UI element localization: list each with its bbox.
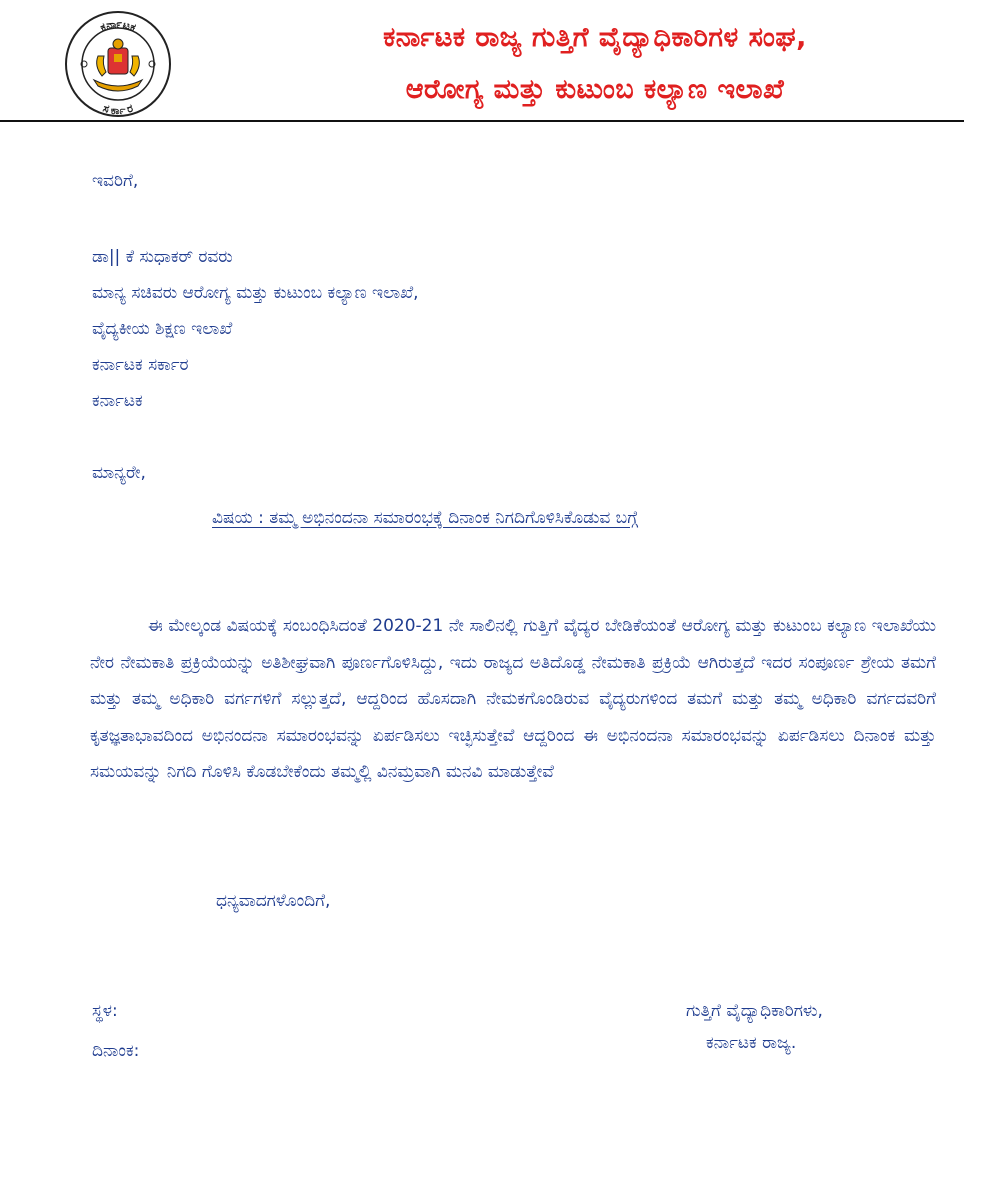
subject-line: ವಿಷಯ : ತಮ್ಮ ಅಭಿನಂದನಾ ಸಮಾರಂಭಕ್ಕೆ ದಿನಾಂಕ ನಿಗದಿಗೊಳಿಸಿಕೊಡುವ ಬಗ್ಗೆ <box>212 508 639 528</box>
signatory-line2: ಕರ್ನಾಟಕ ರಾಜ್ಯ. <box>706 1033 797 1053</box>
recipient-designation: ಮಾನ್ಯ ಸಚಿವರು ಆರೋಗ್ಯ ಮತ್ತು ಕುಟುಂಬ ಕಲ್ಯಾಣ ಇಲಾಖೆ, <box>92 283 419 303</box>
emblem-top-text: ಕರ್ನಾಟಕ <box>98 17 138 35</box>
signatory-line1: ಗುತ್ತಿಗೆ ವೈದ್ಯಾಧಿಕಾರಿಗಳು, <box>686 1001 823 1021</box>
emblem-bottom-text: ಸರ್ಕಾರ <box>101 101 135 118</box>
karnataka-emblem-logo <box>64 10 172 118</box>
recipient-state: ಕರ್ನಾಟಕ <box>92 391 143 411</box>
letter-body-text: ಈ ಮೇಲ್ಕಂಡ ವಿಷಯಕ್ಕೆ ಸಂಬಂಧಿಸಿದಂತೆ 2020-21 ನೇ ಸಾಲಿನಲ್ಲಿ ಗುತ್ತಿಗೆ ವೈದ್ಯರ ಬೇಡಿಕೆಯಂತೆ ಆರೋಗ್ಯ ಮತ್ತು ಕುಟುಂಬ ಕಲ್ಯಾಣ ಇಲಾಖೆಯು ನೇರ ನೇಮಕಾತಿ ಪ್ರಕ್ರಿಯೆಯನ್ನು ಅತಿಶೀಘ್ರವಾಗಿ ಪೂರ್ಣಗೊಳಿಸಿದ್ದು, ಇದು ರಾಜ್ಯದ ಅತಿದೊಡ್ಡ ನೇಮಕಾತಿ ಪ್ರಕ್ರಿಯೆ ಆಗಿರುತ್ತದೆ ಇದರ ಸಂಪೂರ್ಣ ಶ್ರೇಯ ತಮಗೆ ಮತ್ತು ತಮ್ಮ ಅಧಿಕಾರಿ ವರ್ಗಗಳಿಗೆ ಸಲ್ಲುತ್ತದೆ, ಆದ್ದರಿಂದ ಹೊಸದಾಗಿ ನೇಮಕಗೊಂಡಿರುವ ವೈದ್ಯರುಗಳಿಂದ ತಮಗೆ ಮತ್ತು ತಮ್ಮ ಅಧಿಕಾರಿ ವರ್ಗದವರಿಗೆ ಕೃತಜ್ಞತಾಭಾವದಿಂದ ಅಭಿನಂದನಾ ಸಮಾರಂಭವನ್ನು ಏರ್ಪಡಿಸಲು ಇಚ್ಛಿಸುತ್ತೇವೆ ಆದ್ದರಿಂದ ಈ ಅಭಿನಂದನಾ ಸಮಾರಂಭವನ್ನು ಏರ್ಪಡಿಸಲು ದಿನಾಂಕ ಮತ್ತು ಸಮಯವನ್ನು ನಿಗದಿ ಗೊಳಿಸಿ ಕೊಡಬೇಕೆಂದು ತಮ್ಮಲ್ಲಿ ವಿನಮ್ರವಾಗಿ ಮನವಿ ಮಾಡುತ್ತೇವೆ <box>90 616 936 782</box>
letterhead <box>0 0 1002 124</box>
closing: ಧನ್ಯವಾದಗಳೊಂದಿಗೆ, <box>216 891 331 911</box>
recipient-department: ವೈದ್ಯಕೀಯ ಶಿಕ್ಷಣ ಇಲಾಖೆ <box>92 319 233 339</box>
recipient-address <box>92 246 419 426</box>
letter-body <box>90 608 936 791</box>
org-title-line1: ಕರ್ನಾಟಕ ರಾಜ್ಯ ಗುತ್ತಿಗೆ ವೈದ್ಯಾಧಿಕಾರಿಗಳ ಸಂಘ, <box>383 22 807 53</box>
date-label: ದಿನಾಂಕ: <box>92 1041 140 1061</box>
recipient-name: ಡಾ|| ಕೆ ಸುಧಾಕರ್ ರವರು <box>92 247 233 267</box>
salutation: ಇವರಿಗೆ, <box>92 171 139 191</box>
greeting: ಮಾನ್ಯರೇ, <box>92 463 146 483</box>
header-divider <box>0 120 964 122</box>
org-title-line2: ಆರೋಗ್ಯ ಮತ್ತು ಕುಟುಂಬ ಕಲ್ಯಾಣ ಇಲಾಖೆ <box>405 74 785 105</box>
recipient-government: ಕರ್ನಾಟಕ ಸರ್ಕಾರ <box>92 355 189 375</box>
place-label: ಸ್ಥಳ: <box>92 1001 118 1021</box>
